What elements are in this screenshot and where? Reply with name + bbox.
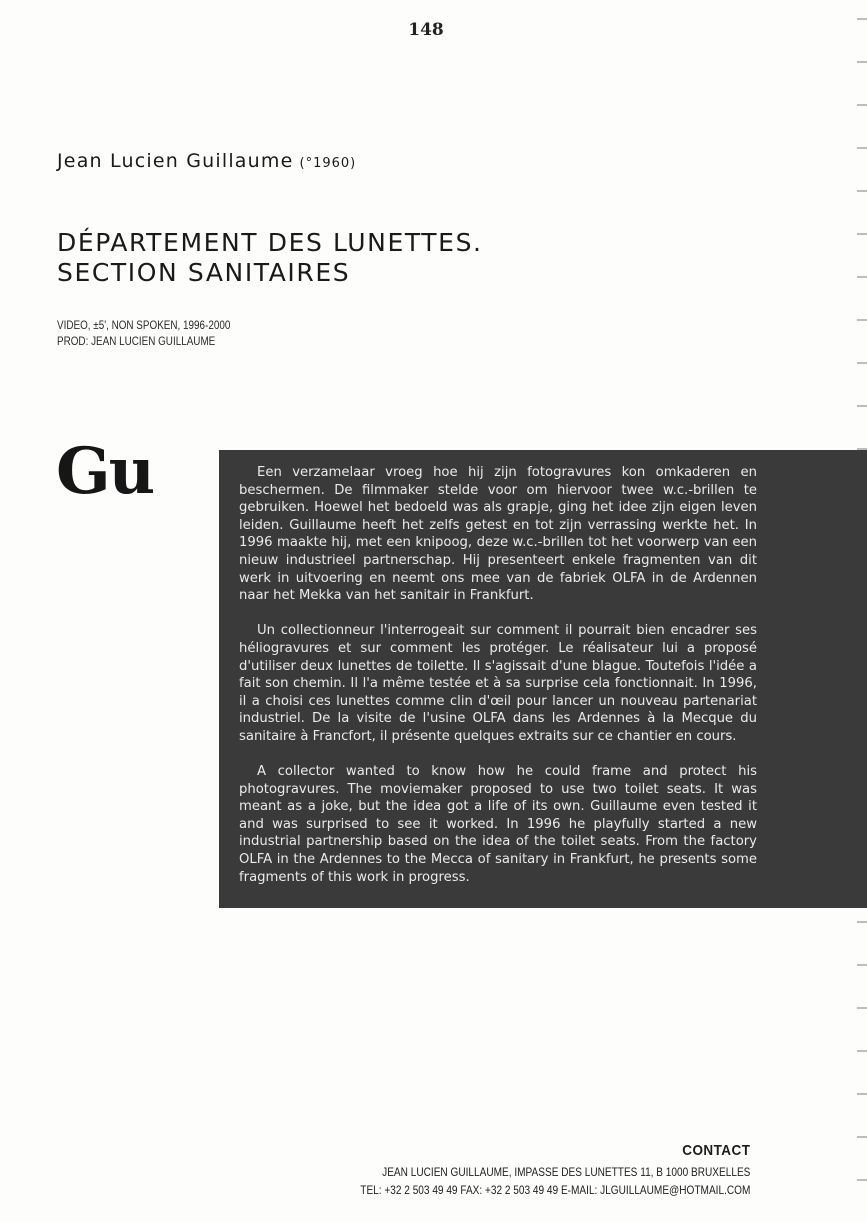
author-years: (°1960)	[299, 156, 357, 171]
description-english: A collector wanted to know how he could frame and protect his photogravures. The moviemaker proposed to use two toilet seats. It was meant as a joke, but the idea got a life of its own. Guillaume even tested it and was surprised to see it worked. In 1996 he playfully started a new industrial partnership based on the idea of the toilet seats. From the factory OLFA in the Ardennes to the Mecca of sanitary in Frankfurt, he presents some fragments of this work in progress.	[239, 764, 757, 885]
author-name: Jean Lucien Guillaume	[57, 150, 294, 172]
contact-details: TEL: +32 2 503 49 49 FAX: +32 2 503 49 49 E-MAIL: JLGUILLAUME@HOTMAIL.COM	[359, 1183, 750, 1197]
work-credits	[57, 318, 230, 350]
page-number: 148	[408, 20, 444, 40]
work-title-line-2: SECTION SANITAIRES	[57, 258, 351, 287]
contact-address: JEAN LUCIEN GUILLAUME, IMPASSE DES LUNETTES 11, B 1000 BRUXELLES	[381, 1165, 750, 1179]
credits-format: VIDEO, ±5', NON SPOKEN, 1996-2000	[57, 320, 231, 332]
description-french: Un collectionneur l'interrogeait sur comment il pourrait bien encadrer ses héliogravures et sur comment les protéger. Le réalisateur lui a proposé d'utiliser deux lunettes de toilette. Il s'agissait d'une blague. Toutefois l'idée a fait son chemin. Il l'a même testée et à sa surprise cela fonctionnait. In 1996, il a choisi ces lunettes comme clin d'œil pour lancer un nouveau partenariat industriel. De la visite de l'usine OLFA dans les Ardennes à la Mecque du sanitaire à Francfort, il présente quelques extraits sur ce chantier en cours.	[239, 623, 757, 744]
author-heading	[57, 150, 356, 172]
credits-production: PROD: JEAN LUCIEN GUILLAUME	[57, 336, 216, 348]
contact-label: CONTACT	[681, 1142, 750, 1159]
work-title-line-1: DÉPARTEMENT DES LUNETTES.	[57, 228, 483, 257]
description-dutch: Een verzamelaar vroeg hoe hij zijn fotogravures kon omkaderen en beschermen. De filmmaker stelde voor om hiervoor twee w.c.-brillen te gebruiken. Hoewel het bedoeld was als grapje, ging het idee zijn eigen leven leiden. Guillaume heeft het zelfs getest en tot zijn verrassing werkte het. In 1996 maakte hij, met een knipoog, deze w.c.-brillen tot het voorwerp van een nieuw industrieel partnerschap. Hij presenteert enkele fragmenten van dit werk in uitvoering en neemt ons mee van de fabriek OLFA in de Ardennen naar het Mekka van het sanitair in Frankfurt.	[239, 465, 757, 604]
description-box	[219, 450, 867, 908]
work-title	[57, 228, 483, 288]
author-initials: Gu	[56, 434, 154, 509]
contact-block	[286, 1142, 750, 1199]
